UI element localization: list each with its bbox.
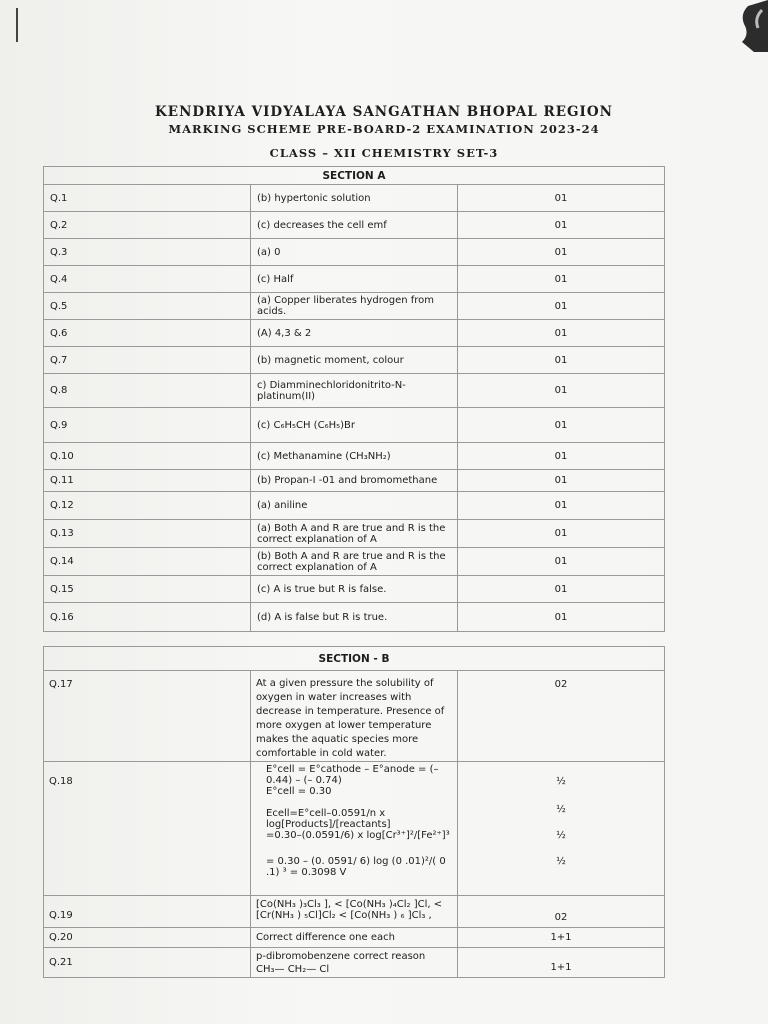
question-number: Q.20 [44, 928, 251, 948]
answer-text [251, 948, 458, 978]
table-row [44, 896, 665, 928]
table-row [44, 492, 665, 520]
marks: 01 [458, 347, 665, 374]
equation-line: E°cell = 0.30 [266, 786, 332, 797]
answer-text: (a) aniline [251, 492, 458, 520]
question-number: Q.19 [44, 896, 251, 928]
question-number: Q.18 [44, 762, 251, 896]
question-number: Q.10 [44, 443, 251, 470]
table-row [44, 239, 665, 266]
answer-line: CH₃— CH₂— Cl [256, 963, 330, 975]
answer-text: Correct difference one each [251, 928, 458, 948]
question-number: Q.2 [44, 212, 251, 239]
marks: 01 [458, 603, 665, 632]
question-number: Q.12 [44, 492, 251, 520]
answer-text: (b) hypertonic solution [251, 185, 458, 212]
table-row [44, 212, 665, 239]
marks: 01 [458, 374, 665, 408]
corner-object [734, 0, 768, 52]
table-row [44, 548, 665, 576]
answer-text: (d) A is false but R is true. [251, 603, 458, 632]
question-number: Q.9 [44, 408, 251, 443]
question-number: Q.17 [44, 671, 251, 762]
question-number: Q.13 [44, 520, 251, 548]
table-row [44, 293, 665, 320]
table-row [44, 266, 665, 293]
question-number: Q.6 [44, 320, 251, 347]
question-number: Q.7 [44, 347, 251, 374]
question-number: Q.1 [44, 185, 251, 212]
marks: 01 [458, 266, 665, 293]
marks: 01 [458, 293, 665, 320]
question-number: Q.16 [44, 603, 251, 632]
section-a-table [43, 166, 665, 632]
table-row [44, 671, 665, 762]
table-row [44, 928, 665, 948]
question-number: Q.11 [44, 470, 251, 492]
marks: 01 [458, 520, 665, 548]
equation-line: = 0.30 – (0. 0591/ 6) log (0 .01)²/( 0 .1) ³ = 0.3098 V [266, 856, 446, 878]
answer-text: (b) Both A and R are true and R is the correct explanation of A [251, 548, 458, 576]
answer-text: (c) Methanamine (CH₃NH₂) [251, 443, 458, 470]
table-row [44, 520, 665, 548]
equation-line: =0.30–(0.0591/6) x log[Cr³⁺]²/[Fe²⁺]³ [266, 830, 450, 841]
table-row [44, 603, 665, 632]
table-row [44, 185, 665, 212]
marks: 02 [458, 896, 665, 928]
table-row [44, 948, 665, 978]
table-row [44, 576, 665, 603]
class-subject-title: CLASS – XII CHEMISTRY SET-3 [269, 146, 499, 160]
marks: 1+1 [458, 928, 665, 948]
question-number: Q.8 [44, 374, 251, 408]
table-row [44, 347, 665, 374]
marks: 01 [458, 470, 665, 492]
table-row [44, 762, 665, 896]
marks: ½ [556, 804, 566, 815]
answer-text: (c) decreases the cell emf [251, 212, 458, 239]
table-row [44, 320, 665, 347]
table-row [44, 374, 665, 408]
marks: 01 [458, 443, 665, 470]
marks: 01 [458, 576, 665, 603]
marks: 01 [458, 492, 665, 520]
answer-text: c) Diamminechloridonitrito-N-platinum(II) [251, 374, 458, 408]
answer-text: (b) Propan-I -01 and bromomethane [251, 470, 458, 492]
answer-text: (a) 0 [251, 239, 458, 266]
marks: 01 [458, 239, 665, 266]
equation-line: Ecell=E°cell–0.0591/n x log[Products]/[reactants] [266, 808, 391, 830]
section-a-title: SECTION A [44, 167, 665, 185]
school-region-title: KENDRIYA VIDYALAYA SANGATHAN BHOPAL REGION [155, 104, 613, 120]
answer-text: (a) Both A and R are true and R is the correct explanation of A [251, 520, 458, 548]
marks: ½ [556, 830, 566, 841]
exam-title: MARKING SCHEME PRE-BOARD-2 EXAMINATION 2023-24 [168, 122, 600, 136]
answer-text: [Co(NH₃ )₃Cl₃ ], < [Co(NH₃ )₄Cl₂ ]Cl, < [Cr(NH₃ ) ₅Cl]Cl₂ < [Co(NH₃ ) ₆ ]Cl₃ , [251, 896, 458, 928]
question-number: Q.14 [44, 548, 251, 576]
table-row [44, 470, 665, 492]
marks-column [458, 762, 665, 896]
marks: ½ [556, 856, 566, 867]
question-number: Q.3 [44, 239, 251, 266]
question-number: Q.21 [44, 948, 251, 978]
marks: 01 [458, 320, 665, 347]
answer-line: p-dibromobenzene correct reason [256, 950, 426, 962]
question-number: Q.4 [44, 266, 251, 293]
marks: 01 [458, 548, 665, 576]
answer-text: (A) 4,3 & 2 [251, 320, 458, 347]
answer-text [251, 762, 458, 896]
answer-text: At a given pressure the solubility of oxygen in water increases with decrease in temperature. Presence of more oxygen at lower temperature makes the aquatic species more comfortable in cold water. [251, 671, 458, 762]
marks: 01 [458, 212, 665, 239]
answer-text: (b) magnetic moment, colour [251, 347, 458, 374]
marks: 02 [458, 671, 665, 762]
answer-text: (a) Copper liberates hydrogen from acids. [251, 293, 458, 320]
answer-text: (c) C₆H₅CH (C₆H₅)Br [251, 408, 458, 443]
answer-text: (c) Half [251, 266, 458, 293]
table-row [44, 443, 665, 470]
marks: ½ [556, 776, 566, 787]
marks: 01 [458, 408, 665, 443]
answer-text: (c) A is true but R is false. [251, 576, 458, 603]
section-b-table [43, 646, 665, 978]
marks: 1+1 [458, 948, 665, 978]
marks: 01 [458, 185, 665, 212]
equation-line: E°cell = E°cathode – E°anode = (– 0.44) – (– 0.74) [266, 764, 439, 786]
question-number: Q.5 [44, 293, 251, 320]
margin-mark [16, 8, 18, 42]
table-row [44, 408, 665, 443]
question-number: Q.15 [44, 576, 251, 603]
section-b-title: SECTION - B [44, 647, 665, 671]
